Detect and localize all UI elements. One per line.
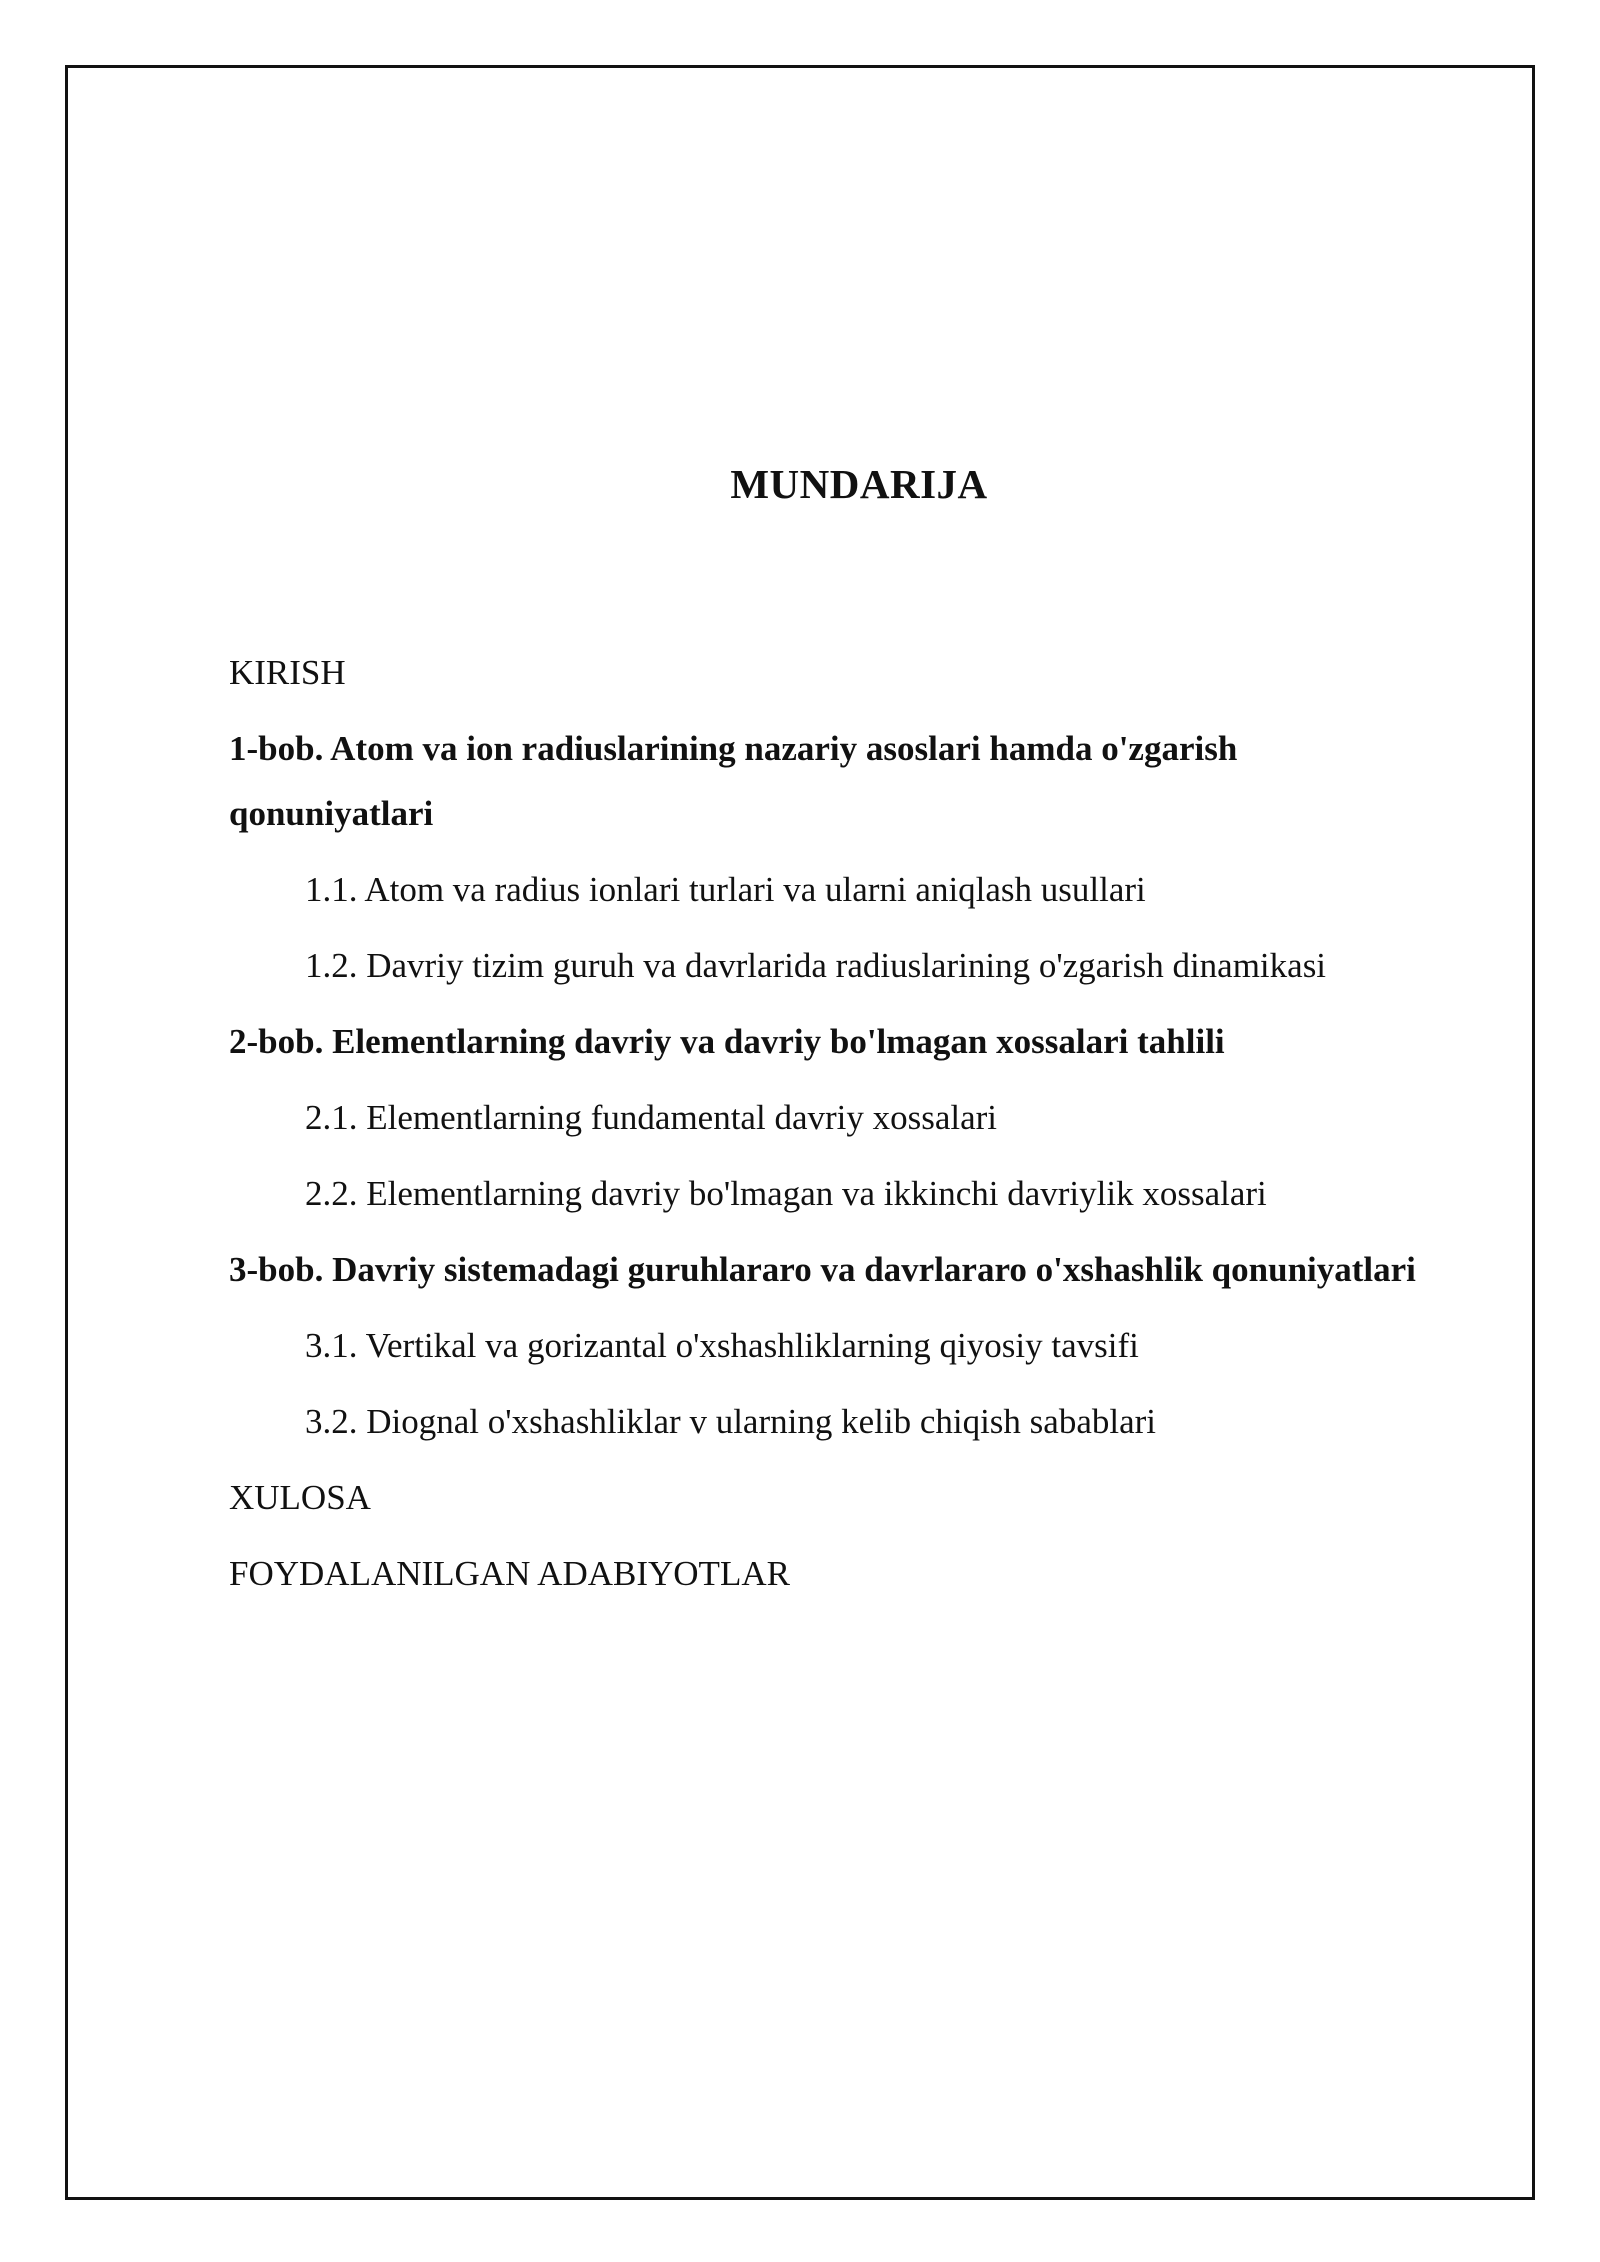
- toc-section-2-2: 2.2. Elementlarning davriy bo'lmagan va ikkinchi davriylik xossalari: [305, 1174, 1267, 1213]
- page-title: MUNDARIJA: [730, 461, 988, 507]
- toc-entry-xulosa: XULOSA: [229, 1478, 371, 1517]
- toc-section-3-2: 3.2. Diognal o'xshashliklar v ularning kelib chiqish sabablari: [305, 1402, 1157, 1441]
- toc-section-3-1: 3.1. Vertikal va gorizantal o'xshashliklarning qiyosiy tavsifi: [305, 1326, 1139, 1365]
- toc-chapter-1: 1-bob. Atom va ion radiuslarining nazariy asoslari hamda o'zgarish qonuniyatlari: [229, 729, 1238, 833]
- toc-section-1-1: 1.1. Atom va radius ionlari turlari va ularni aniqlash usullari: [305, 870, 1146, 909]
- toc-entry-kirish: KIRISH: [229, 653, 346, 692]
- toc-section-1-2: 1.2. Davriy tizim guruh va davrlarida radiuslarining o'zgarish dinamikasi: [305, 946, 1327, 985]
- toc-entry-references: FOYDALANILGAN ADABIYOTLAR: [229, 1554, 790, 1593]
- toc-chapter-2: 2-bob. Elementlarning davriy va davriy bo'lmagan xossalari tahlili: [229, 1022, 1225, 1061]
- toc-section-2-1: 2.1. Elementlarning fundamental davriy xossalari: [305, 1098, 998, 1137]
- toc-chapter-3: 3-bob. Davriy sistemadagi guruhlararo va davrlararo o'xshashlik qonuniyatlari: [229, 1250, 1416, 1289]
- table-of-contents: [229, 640, 1449, 1617]
